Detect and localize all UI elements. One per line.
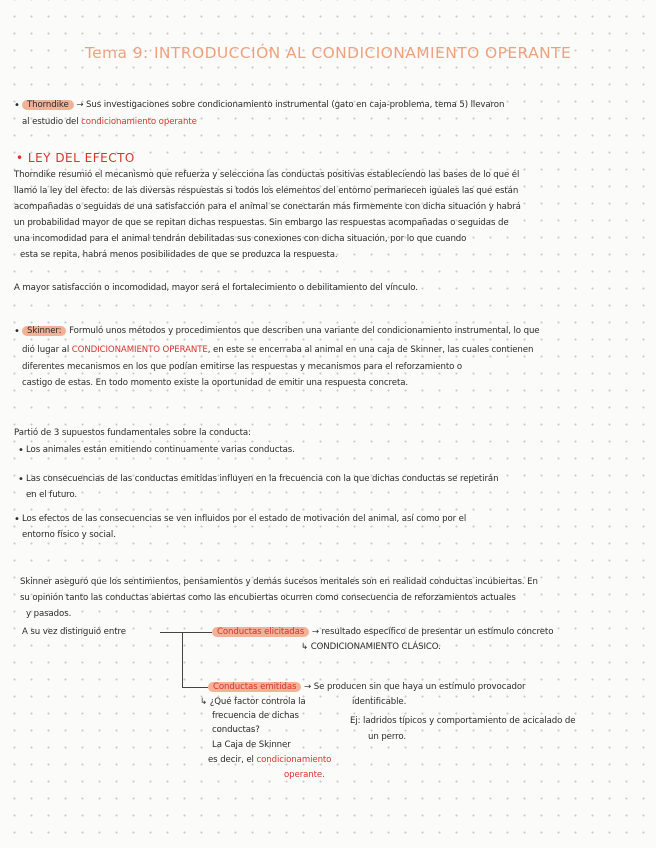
pregunta-line4: La Caja de Skinner — [212, 740, 291, 750]
thorndike-red-term: condicionamiento operante — [81, 117, 197, 127]
final-p3: y pasados. — [26, 609, 72, 619]
bullet-dot: • — [14, 514, 20, 525]
distinguio-text: A su vez distinguió entre — [22, 627, 126, 637]
emitidas-line — [208, 682, 525, 693]
thorndike-highlight: Thorndike — [22, 100, 74, 110]
clasico-line: ↳ CONDICIONAMIENTO CLÁSICO. — [301, 642, 441, 652]
ley-heading: • LEY DEL EFECTO — [16, 151, 135, 165]
supuestos-intro: Partió de 3 supuestos fundamentales sobre la conducta: — [14, 428, 251, 438]
bullet-dot: • — [14, 326, 20, 337]
ejemplo-line1: Ej: ladridos típicos y comportamiento de acicalado de — [350, 716, 576, 726]
skinner-line2-post: , en este se encerraba al animal en una caja de Skinner, las cuales contienen — [207, 345, 534, 355]
elicitadas-desc: → resultado específico de presentar un estímulo concreto — [311, 627, 554, 637]
pregunta-line5-red: condicionamiento — [256, 755, 332, 765]
ley-line: un probabilidad mayor de que se repitan dichas respuestas. Sin embargo las respuestas acompañadas o seguidas de — [14, 218, 509, 228]
thorndike-line2-text: al estudio del — [22, 117, 79, 127]
thorndike-text: → Sus investigaciones sobre condicionamiento instrumental (gato en caja-problema, tema 5) llevaron — [76, 100, 505, 110]
supuesto-1: Los animales están emitiendo continuamente varias conductas. — [26, 445, 295, 455]
ley-line: una incomodidad para el animal tendrán debilitadas sus conexiones con dicha situación, por lo que cuando — [14, 234, 467, 244]
ley-line: acompañadas o seguidas de una satisfacción para el animal se conectarán más firmemente con dicha situación y habrá — [14, 202, 521, 212]
page-title: Tema 9: INTRODUCCIÓN AL CONDICIONAMIENTO OPERANTE — [84, 44, 572, 62]
final-p1: Skinner aseguró que los sentimientos, pensamientos y demás sucesos mentales son en realidad conductas incubiertas. En — [20, 577, 538, 587]
emitidas-desc2: identificable. — [352, 697, 407, 707]
skinner-line2 — [22, 345, 533, 356]
supuesto-2a: Las consecuencias de las conductas emitidas influyen en la frecuencia con la que dichas conductas se repetirán — [26, 474, 499, 484]
ley-summary: A mayor satisfacción o incomodidad, mayor será el fortalecimiento o debilitamiento del vínculo. — [14, 283, 418, 293]
elicitadas-line — [212, 627, 553, 638]
ejemplo-line2: un perro. — [368, 732, 407, 742]
supuesto-3a: Los efectos de las consecuencias se ven influidos por el estado de motivación del animal, así como por el — [22, 514, 467, 524]
pregunta-line6 — [284, 770, 325, 781]
skinner-line4: castigo de estas. En todo momento existe la oportunidad de emitir una respuesta concreta. — [22, 378, 409, 388]
connector-horizontal — [182, 687, 208, 688]
bullet-dot: • — [18, 474, 24, 485]
bullet-dot: • — [14, 100, 20, 111]
supuesto-3b: entorno físico y social. — [22, 530, 116, 540]
ley-line: llamó la ley del efecto: de las diversas respuestas si todos los elementos del entorno permanecen iguales las que están — [14, 186, 519, 196]
ley-line: Thorndike resumió el mecanismo que refuerza y selecciona las conductas positivas estableciendo las bases de lo que él — [14, 170, 520, 180]
skinner-red-term: CONDICIONAMIENTO OPERANTE — [71, 345, 208, 355]
pregunta-line6-red: operante. — [284, 770, 325, 780]
connector-vertical — [182, 632, 183, 687]
pregunta-line5 — [208, 755, 331, 766]
pregunta-line5-pre: es decir, el — [208, 755, 254, 765]
elicitadas-label: Conductas elicitadas — [212, 627, 309, 637]
pregunta-line3: conductas? — [212, 725, 260, 735]
bullet-dot: • — [18, 445, 24, 456]
supuesto-2b: en el futuro. — [26, 490, 78, 500]
emitidas-label: Conductas emitidas — [208, 682, 301, 692]
skinner-line1 — [22, 326, 539, 337]
pregunta-line2: frecuencia de dichas — [212, 711, 299, 721]
final-p2: su opinión tanto las conductas abiertas como las encubiertas ocurren como consecuencia de reforzamientos actuales — [20, 593, 516, 603]
skinner-highlight: Skinner: — [22, 326, 66, 336]
thorndike-line2 — [22, 117, 197, 128]
skinner-line2-pre: dió lugar al — [22, 345, 70, 355]
skinner-text: Formuló unos métodos y procedimientos que describen una variante del condicionamiento instrumental, lo que — [69, 326, 540, 336]
emitidas-desc: → Se producen sin que haya un estímulo provocador — [304, 682, 526, 692]
skinner-line3: diferentes mecanismos en los que podían emitirse las respuestas y mecanismos para el reforzamiento o — [22, 362, 463, 372]
pregunta-line1: ↳ ¿Qué factor controla la — [200, 697, 306, 707]
connector-horizontal — [160, 632, 212, 633]
ley-line: esta se repita, habrá menos posibilidades de que se produzca la respuesta. — [20, 250, 338, 260]
thorndike-line1 — [22, 100, 504, 111]
